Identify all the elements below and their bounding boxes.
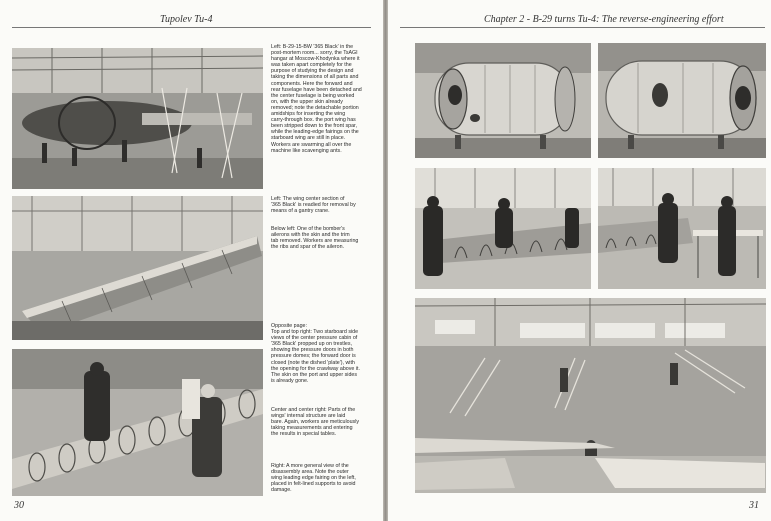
left-running-header: Tupolev Tu-4	[160, 14, 213, 25]
left-header-rule	[12, 27, 371, 28]
photo-aileron-measuring	[12, 349, 263, 496]
caption-aileron: Below left: One of the bomber's ailerons with the skin and the trim tab removed. Workers are measuring the ribs and spar of the aileron.	[271, 226, 359, 251]
photo-pressure-cabin-2	[598, 43, 766, 158]
photo-wing-structure-2	[598, 168, 766, 289]
right-page	[388, 0, 771, 521]
photo-wing-structure-1	[415, 168, 591, 289]
right-page-number: 31	[749, 500, 759, 511]
caption-center: Center and center right: Parts of the wings' internal structure are laid bare. Again, workers are meticulously taking measurements and entering the results in special tables.	[271, 407, 360, 438]
photo-hangar-fuselage	[12, 48, 263, 189]
left-page	[0, 0, 383, 521]
right-running-header: Chapter 2 - B-29 turns Tu-4: The reverse-engineering effort	[484, 14, 724, 25]
caption-general-view: Right: A more general view of the disassembly area. Note the outer wing leading edge fairing on the left, placed in felt-lined supports to avoid damage.	[271, 463, 356, 494]
caption-wing-center: Left: The wing center section of '365 Black' is readied for removal by means of a gantry crane.	[271, 196, 356, 215]
photo-disassembly-area	[415, 298, 766, 493]
photo-pressure-cabin-1	[415, 43, 591, 158]
caption-opposite-page: Opposite page: Top and top right: Two starboard side views of the center pressure cabin of '365 Black' propped up on trestles, showing the pressure doors in both pressure domes; the forward door is closed (note the dished 'plate'), with the opening for the crawlway above it. The skin on the port and upper sides is already gone.	[271, 323, 360, 384]
left-page-number: 30	[14, 500, 24, 511]
right-header-rule	[400, 27, 765, 28]
photo-wing-center-section	[12, 196, 263, 340]
caption-hangar: Left: B-29-15-BW '365 Black' in the post-mortem room... sorry, the TsAGI hangar at Moscow-Khodynka where it was taken apart completely for the purpose of studying the design and taking the dimensions of all parts and components. Here the forward and rear fuselage have been detached and the center fuselage is being worked on, with the upper skin already removed; note the detachable portion amidships for inserting the wing carry-through box. the port wing has been stripped down to the front spar, while the leading-edge fairings on the starboard wing are still in place. Workers are swarming all over the machine like scavenging ants.	[271, 44, 362, 154]
